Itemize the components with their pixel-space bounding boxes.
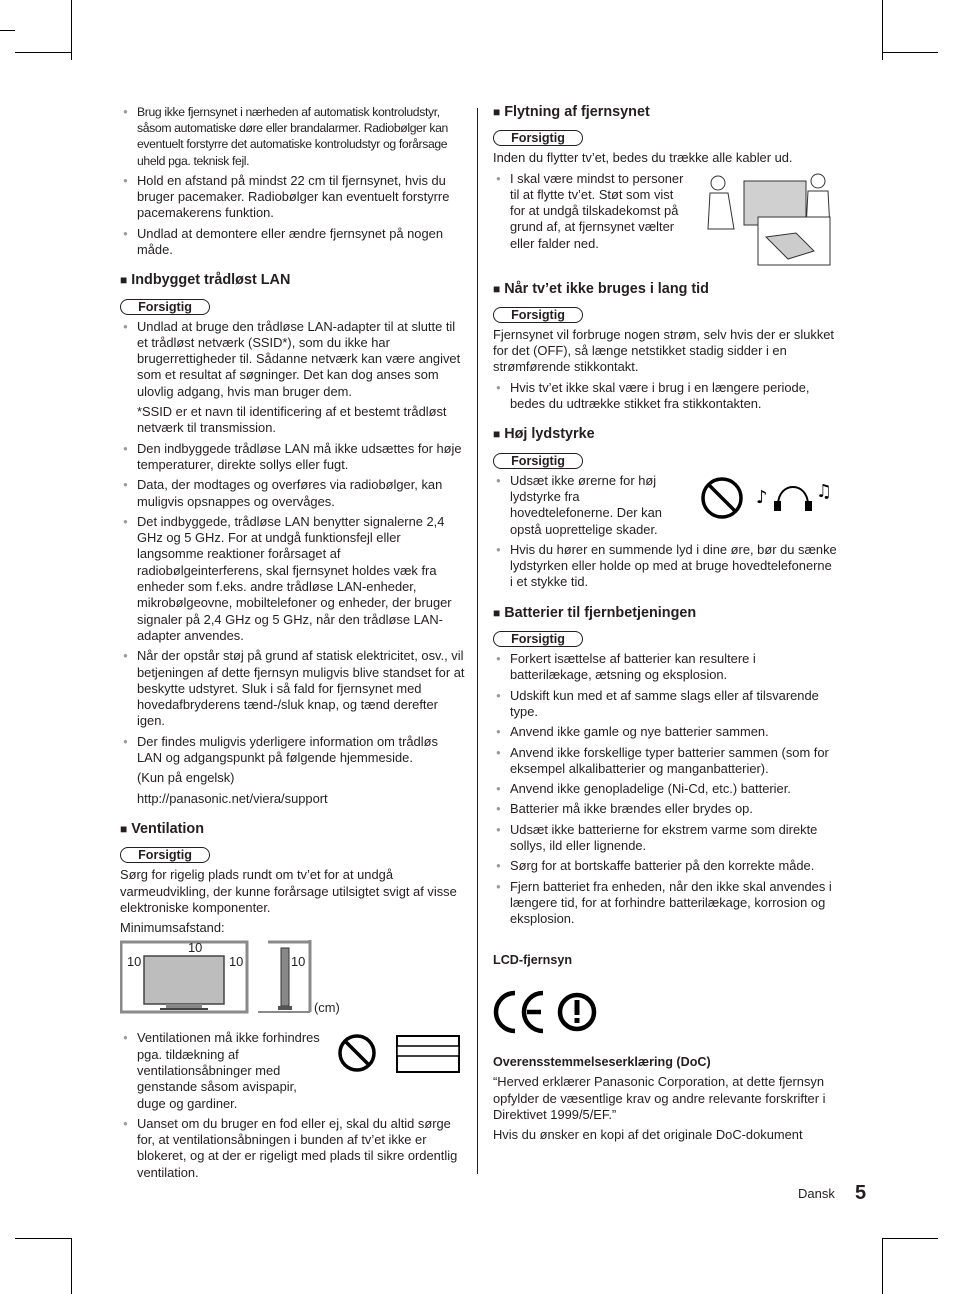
moving-row: [493, 171, 838, 267]
english-note: (Kun på engelsk): [137, 770, 235, 786]
list-item: ● Fjern batteriet fra enheden, når den ikke skal anvendes i længere tid, for at forhindre batterilækage, korrosion og eksplosion.: [493, 879, 838, 928]
list-item: ● Data, der modtages og overføres via radiobølger, kan muligvis opsnappes og overvåges.: [120, 477, 465, 510]
caution-badge: Forsigtig: [493, 130, 583, 146]
list-item: ● I skal være mindst to personer til at flytte tv’et. Støt som vist for at undgå tilskadekomst på grund af, at fjernsynet vælter eller falder ned.: [493, 171, 688, 252]
square-bullet-icon: ■: [493, 427, 501, 442]
list-item: ● Den indbyggede trådløse LAN må ikke udsættes for høje temperaturer, direkte sollys eller fugt.: [120, 441, 465, 474]
section-heading: ■ Ventilation: [120, 820, 205, 837]
list-item: ● Undlad at bruge den trådløse LAN-adapter til at slutte til et trådløst netværk (SSID*), som du ikke har brugerrettigheder til. Sådanne netværk kan være angivet som et resultat af søgninger. Det kan dog anses som ulovlig adgang, hvis man bruger dem.: [120, 319, 465, 400]
list-item: ● Ventilationen må ikke forhindres pga. tildækning af ventilationsåbninger med genstande såsom avispapir, duge og gardiner.: [120, 1030, 329, 1111]
doc-title: Overensstemmelseserklæring (DoC): [493, 1055, 711, 1070]
square-bullet-icon: ■: [120, 273, 128, 288]
square-bullet-icon: ■: [120, 821, 128, 836]
section-heading: ■ Når tv’et ikke bruges i lang tid: [493, 280, 709, 297]
two-person-carry-icon: [704, 171, 832, 267]
section-heading: ■ Høj lydstyrke: [493, 426, 595, 443]
caution-badge: Forsigtig: [493, 631, 583, 647]
list-item: ● Hvis tv’et ikke skal være i brug i en længere periode, bedes du udtrække stikket fra stikkontakten.: [493, 380, 838, 413]
list-item: ● Batterier må ikke brændes eller brydes op.: [493, 801, 838, 817]
list-item: ● Der findes muligvis yderligere information om trådløs LAN og adgangspunkt på følgende hjemmeside.: [120, 734, 465, 767]
list-item: ● Anvend ikke gamle og nye batterier sammen.: [493, 724, 838, 740]
list-item: ● Udsæt ikke batterierne for ekstrem varme som direkte sollys, ild eller lignende.: [493, 822, 838, 855]
svg-text:♪: ♪: [756, 486, 768, 508]
column-divider: [477, 108, 478, 1174]
unit-label: (cm): [314, 1000, 340, 1016]
blocked-vent-row: [120, 1030, 465, 1115]
section-heading: ■ Batterier til fjernbetjeningen: [493, 604, 697, 621]
footer-language: Dansk: [798, 1186, 835, 1201]
no-covering-icon: [335, 1032, 465, 1080]
page-number: 5: [855, 1182, 867, 1204]
list-item: ● Anvend ikke forskellige typer batterier sammen (som for eksempel alkalibatterier og manganbatterier).: [493, 745, 838, 778]
caution-badge: Forsigtig: [120, 299, 210, 315]
square-bullet-icon: ■: [493, 605, 501, 620]
dim-left: 10: [127, 954, 142, 970]
dim-side: 10: [291, 954, 306, 970]
list-item: ● Undlad at demontere eller ændre fjernsynet på nogen måde.: [120, 226, 465, 259]
list-item: ● Udsæt ikke ørerne for høj lydstyrke fra hovedtelefonerne. Der kan opstå uoprettelige skader.: [493, 473, 670, 538]
min-distance-label: Minimumsafstand:: [120, 920, 225, 936]
lcd-label: LCD-fjernsyn: [493, 952, 573, 967]
ce-alert-mark-icon: [493, 988, 603, 1036]
support-url[interactable]: http://panasonic.net/viera/support: [137, 790, 328, 806]
left-column: [120, 104, 465, 1185]
section-heading: ■ Indbygget trådløst LAN: [120, 272, 291, 289]
list-item: ● Når der opstår støj på grund af statisk elektricitet, osv., vil betjeningen af dette fjernsyn muligvis blive standset for at beskytte udstyret. Sluk i så fald for fjernsynet med hovedafbryderens tænd-/sluk knap, og tænd derefter igen.: [120, 648, 465, 729]
list-item: ● Uanset om du bruger en fod eller ej, skal du altid sørge for, at ventilationsåbningen i bunden af tv’et ikke er blokeret, og at der er rigeligt med plads til sikre ordentlig ventilation.: [120, 1116, 465, 1181]
clearance-diagram: [120, 940, 465, 1024]
list-item: ● Udskift kun med et af samme slags eller af tilsvarende type.: [493, 688, 838, 721]
section-heading: ■ Flytning af fjernsynet: [493, 104, 650, 120]
list-item: ● Anvend ikke genopladelige (Ni-Cd, etc.) batterier.: [493, 781, 838, 797]
square-bullet-icon: ■: [493, 105, 501, 119]
list-item: ● Sørg for at bortskaffe batterier på den korrekte måde.: [493, 858, 838, 874]
dim-right: 10: [229, 954, 244, 970]
list-item: ● Forkert isættelse af batterier kan resultere i batterilækage, ætsning og eksplosion.: [493, 651, 838, 684]
square-bullet-icon: ■: [493, 281, 501, 296]
caution-badge: Forsigtig: [120, 847, 210, 863]
no-headphones-icon: [698, 473, 838, 523]
caution-badge: Forsigtig: [493, 307, 583, 323]
paragraph: Inden du flytter tv’et, bedes du trække alle kabler ud.: [493, 150, 793, 166]
list-item: ● Det indbyggede, trådløse LAN benytter signalerne 2,4 GHz og 5 GHz. For at undgå funktionsfejl eller langsomme reaktioner forårsaget af radiobølgeinterferens, skal fjernsynet holdes væk fra enheder som f.eks. andre trådløse LAN-enheder, mikrobølgeovne, mobiltelefoner og enheder, der bruger signaler på 2,4 GHz og 5 GHz, når den trådløse LAN-adapter anvendes.: [120, 514, 465, 644]
list-item: ● Hvis du hører en summende lyd i dine øre, bør du sænke lydstyrken eller holde op med at bruge hovedtelefonerne i et stykke tid.: [493, 542, 838, 591]
right-column: [493, 104, 838, 1148]
doc-quote: “Herved erklærer Panasonic Corporation, at dette fjernsyn opfylder de væsentlige krav og andre relevante forskrifter i Direktivet 1999/5/EF.”: [493, 1074, 826, 1122]
paragraph: Sørg for rigelig plads rundt om tv’et for at undgå varmeudvikling, der kunne forårsage utilsigtet svigt af visse elektroniske komponenter.: [120, 867, 457, 915]
svg-text:♫: ♫: [816, 480, 833, 502]
dim-top: 10: [188, 940, 203, 956]
paragraph: Fjernsynet vil forbruge nogen strøm, selv hvis der er slukket for det (OFF), så længe netstikket stadig sidder i en strømførende stikkontakt.: [493, 326, 835, 375]
doc-more: Hvis du ønsker en kopi af det originale DoC-dokument: [493, 1127, 803, 1143]
volume-row: [493, 473, 838, 542]
list-item: ● Hold en afstand på mindst 22 cm til fjernsynet, hvis du bruger pacemaker. Radiobølger kan eventuelt forstyrre pacemakerens funktion.: [120, 173, 465, 222]
list-item: ● Brug ikke fjernsynet i nærheden af automatisk kontroludstyr, såsom automatiske døre eller brandalarmer. Radiobølger kan eventuelt forstyrre det automatiske kontroludstyr og forårsage uheld pga. teknisk fejl.: [120, 104, 465, 169]
footnote: *SSID er et navn til identificering af et bestemt trådløst netværk til transmission.: [137, 404, 447, 436]
caution-badge: Forsigtig: [493, 453, 583, 469]
